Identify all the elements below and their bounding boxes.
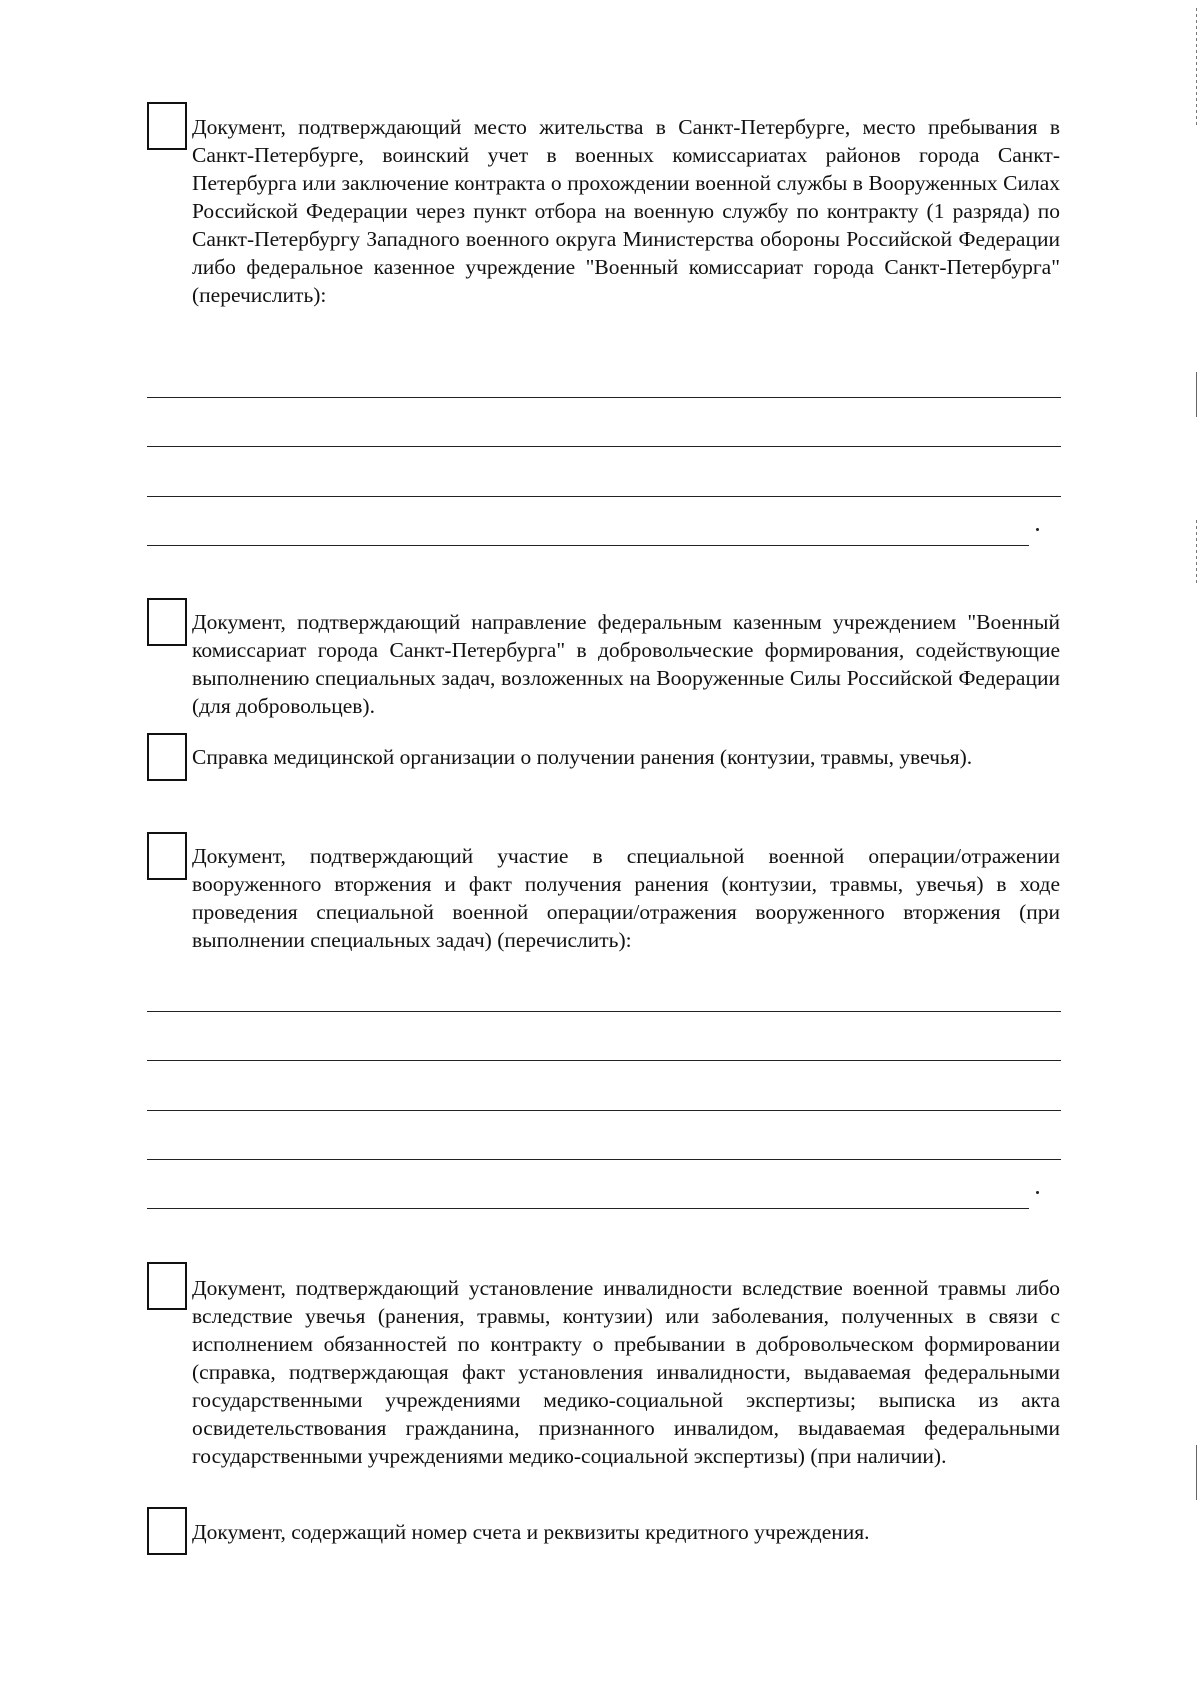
- fill-line-residence-2[interactable]: [147, 446, 1061, 447]
- fill-line-participation-2[interactable]: [147, 1060, 1061, 1061]
- scan-edge-mark: [1196, 8, 1197, 128]
- scan-edge-mark: [1196, 1445, 1197, 1500]
- end-dot: [1036, 528, 1039, 531]
- fill-line-residence-4[interactable]: [147, 545, 1029, 546]
- checkbox-residence-document[interactable]: [147, 102, 187, 150]
- end-dot: [1036, 1191, 1039, 1194]
- checkbox-referral-document[interactable]: [147, 598, 187, 646]
- checkbox-participation-document[interactable]: [147, 832, 187, 880]
- fill-line-residence-3[interactable]: [147, 496, 1061, 497]
- fill-line-participation-4[interactable]: [147, 1159, 1061, 1160]
- checkbox-bank-details-document[interactable]: [147, 1507, 187, 1555]
- item-text-referral-document: Документ, подтверждающий направление федеральным казенным учреждением "Военный комиссариат города Санкт-Петербурга" в добровольческие формирования, содействующие выполнению специальных задач, возложенных на Вооруженные Силы Российской Федерации (для добровольцев).: [192, 610, 1060, 718]
- item-text-participation-document: Документ, подтверждающий участие в специальной военной операции/отражении вооруженного вторжения и факт получения ранения (контузии, травмы, увечья) в ходе проведения специальной военной операции/отражения вооруженного вторжения (при выполнении специальных задач) (перечислить):: [192, 844, 1060, 952]
- fill-line-participation-1[interactable]: [147, 1011, 1061, 1012]
- scan-edge-mark: [1196, 372, 1197, 417]
- item-text-disability-document: Документ, подтверждающий установление инвалидности вследствие военной травмы либо вследствие увечья (ранения, травмы, контузии) или заболевания, полученных в связи с исполнением обязанностей по контракту о пребывании в добровольческом формировании (справка, подтверждающая факт установления инвалидности, выдаваемая федеральными государственными учреждениями медико-социальной экспертизы; выписка из акта освидетельствования гражданина, признанного инвалидом, выдаваемая федеральными государственными учреждениями медико-социальной экспертизы) (при наличии).: [192, 1276, 1060, 1468]
- fill-line-residence-1[interactable]: [147, 397, 1061, 398]
- fill-line-participation-3[interactable]: [147, 1110, 1061, 1111]
- item-text-residence-document: Документ, подтверждающий место жительства в Санкт-Петербурге, место пребывания в Санкт-Петербурге, воинский учет в военных комиссариатах районов города Санкт-Петербурга или заключение контракта о прохождении военной службы в Вооруженных Силах Российской Федерации через пункт отбора на военную службу по контракту (1 разряда) по Санкт-Петербургу Западного военного округа Министерства обороны Российской Федерации либо федеральное казенное учреждение "Военный комиссариат города Санкт-Петербурга" (перечислить):: [192, 115, 1060, 307]
- scan-edge-mark: [1196, 520, 1197, 585]
- checkbox-medical-certificate[interactable]: [147, 733, 187, 781]
- checkbox-disability-document[interactable]: [147, 1262, 187, 1310]
- item-text-bank-details-document: Документ, содержащий номер счета и реквизиты кредитного учреждения.: [192, 1520, 870, 1544]
- fill-line-participation-5[interactable]: [147, 1208, 1029, 1209]
- item-text-medical-certificate: Справка медицинской организации о получении ранения (контузии, травмы, увечья).: [192, 745, 973, 769]
